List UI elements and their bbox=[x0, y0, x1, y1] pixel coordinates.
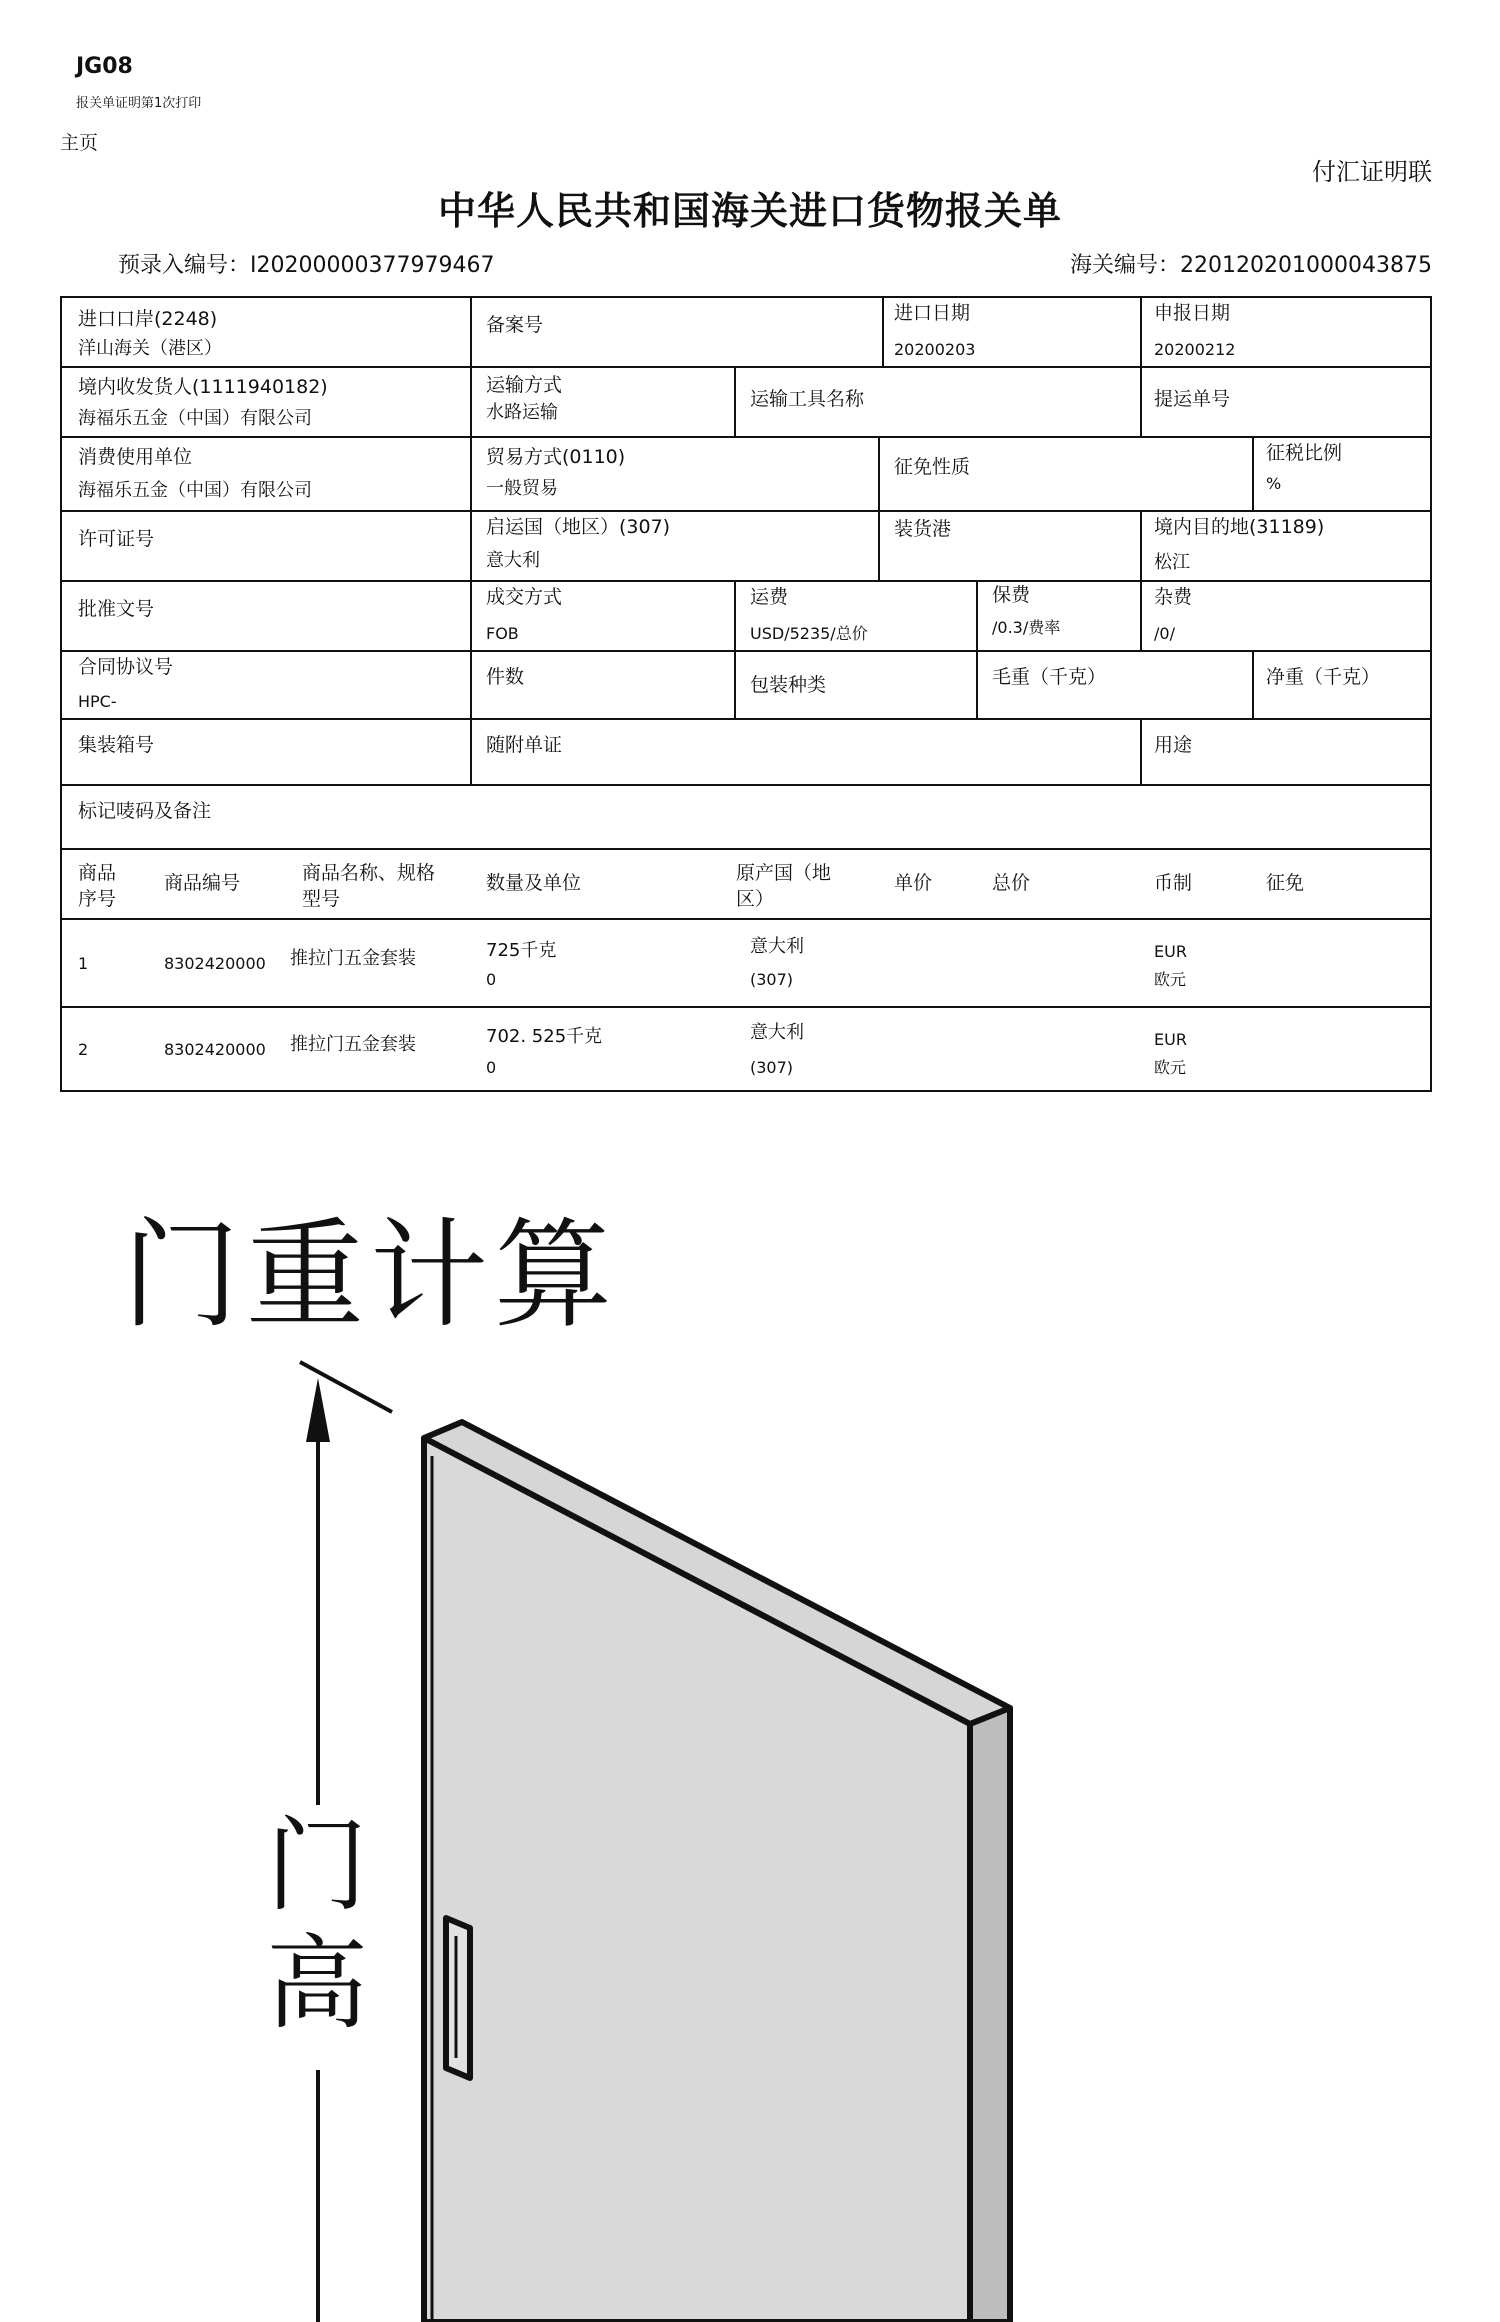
row-origin-code: (307) bbox=[750, 970, 794, 989]
consumer-value: 海福乐五金（中国）有限公司 bbox=[78, 480, 312, 501]
form-code: JG08 bbox=[76, 54, 133, 79]
row-name: 推拉门五金套装 bbox=[290, 948, 416, 969]
origin-country-value: 意大利 bbox=[486, 550, 540, 571]
consignee-value: 海福乐五金（中国）有限公司 bbox=[78, 408, 312, 429]
origin-country-label: 启运国（地区）(307) bbox=[486, 516, 671, 538]
trade-mode-label: 贸易方式(0110) bbox=[486, 446, 626, 468]
import-date-value: 20200203 bbox=[894, 340, 976, 359]
th-total-price: 总价 bbox=[992, 872, 1031, 894]
gross-weight-label: 毛重（千克） bbox=[992, 666, 1107, 688]
transport-mode-value: 水路运输 bbox=[486, 402, 558, 423]
tax-ratio-value: % bbox=[1266, 474, 1282, 493]
net-weight-label: 净重（千克） bbox=[1266, 666, 1381, 688]
import-port-value: 洋山海关（港区） bbox=[78, 338, 222, 359]
package-type-label: 包装种类 bbox=[750, 674, 827, 696]
pre-entry-number: 预录入编号：I20200000377979467 bbox=[118, 253, 495, 278]
declare-date-label: 申报日期 bbox=[1154, 302, 1231, 324]
row-qty2: 0 bbox=[486, 1058, 497, 1077]
deal-mode-label: 成交方式 bbox=[486, 586, 563, 608]
row-currency: EUR bbox=[1154, 942, 1187, 961]
insurance-value: /0.3/费率 bbox=[992, 618, 1061, 637]
trade-mode-value: 一般贸易 bbox=[486, 478, 558, 499]
row-origin-code: (307) bbox=[750, 1058, 794, 1077]
import-port-label: 进口口岸(2248) bbox=[78, 308, 218, 330]
row-qty2: 0 bbox=[486, 970, 497, 989]
misc-fee-label: 杂费 bbox=[1154, 586, 1193, 608]
freight-label: 运费 bbox=[750, 586, 789, 608]
th-name: 商品名称、规格 型号 bbox=[302, 862, 436, 910]
door-height-label: 门高 bbox=[266, 1807, 368, 2044]
row-currency: EUR bbox=[1154, 1030, 1187, 1049]
loading-port-label: 装货港 bbox=[894, 518, 952, 540]
destination-label: 境内目的地(31189) bbox=[1154, 516, 1325, 538]
usage-label: 用途 bbox=[1154, 734, 1193, 756]
row-seq: 1 bbox=[78, 954, 89, 973]
marks-label: 标记唛码及备注 bbox=[78, 800, 212, 822]
th-code: 商品编号 bbox=[164, 872, 241, 894]
approval-label: 批准文号 bbox=[78, 598, 155, 620]
arrow-up-icon bbox=[306, 1378, 330, 1442]
import-date-label: 进口日期 bbox=[894, 302, 971, 324]
packages-label: 件数 bbox=[486, 666, 525, 688]
consignee-label: 境内收发货人(1111940182) bbox=[78, 376, 328, 398]
contract-label: 合同协议号 bbox=[78, 656, 174, 678]
door-handle bbox=[446, 1918, 470, 2078]
row-origin: 意大利 bbox=[750, 936, 804, 957]
th-exemption: 征免 bbox=[1266, 872, 1305, 894]
insurance-label: 保费 bbox=[992, 584, 1031, 606]
th-qty: 数量及单位 bbox=[486, 872, 582, 894]
door-weight-title: 门重计算 bbox=[122, 1206, 619, 1344]
declaration-form bbox=[60, 296, 1432, 1092]
deal-mode-value: FOB bbox=[486, 624, 519, 643]
row-seq: 2 bbox=[78, 1040, 89, 1059]
page-title: 中华人民共和国海关进口货物报关单 bbox=[437, 189, 1062, 233]
home-link[interactable]: 主页 bbox=[60, 132, 99, 154]
freight-value: USD/5235/总价 bbox=[750, 624, 868, 643]
tax-ratio-label: 征税比例 bbox=[1266, 442, 1343, 464]
record-no-label: 备案号 bbox=[486, 314, 544, 336]
consumer-label: 消费使用单位 bbox=[78, 446, 193, 468]
license-label: 许可证号 bbox=[78, 528, 155, 550]
transport-mode-label: 运输方式 bbox=[486, 374, 563, 396]
th-origin: 原产国（地 区） bbox=[736, 862, 832, 910]
row-qty: 725千克 bbox=[486, 940, 557, 961]
vessel-name-label: 运输工具名称 bbox=[750, 388, 865, 410]
row-code: 8302420000 bbox=[164, 954, 266, 973]
copy-label: 付汇证明联 bbox=[1312, 158, 1432, 186]
contract-value: HPC- bbox=[78, 692, 117, 711]
misc-fee-value: /0/ bbox=[1154, 624, 1175, 643]
th-unit-price: 单价 bbox=[894, 872, 933, 894]
th-seq: 商品 序号 bbox=[78, 862, 117, 910]
row-qty: 702. 525千克 bbox=[486, 1026, 603, 1047]
th-currency: 币制 bbox=[1154, 872, 1193, 894]
exemption-label: 征免性质 bbox=[894, 456, 971, 478]
destination-value: 松江 bbox=[1154, 552, 1190, 573]
row-name: 推拉门五金套装 bbox=[290, 1034, 416, 1055]
documents-label: 随附单证 bbox=[486, 734, 563, 756]
row-currency-name: 欧元 bbox=[1154, 1058, 1187, 1077]
row-code: 8302420000 bbox=[164, 1040, 266, 1059]
row-currency-name: 欧元 bbox=[1154, 970, 1187, 989]
customs-number: 海关编号：220120201000043875 bbox=[1070, 253, 1432, 278]
door-side-edge bbox=[970, 1708, 1010, 2322]
row-origin: 意大利 bbox=[750, 1022, 804, 1043]
declare-date-value: 20200212 bbox=[1154, 340, 1236, 359]
print-note: 报关单证明第1次打印 bbox=[76, 96, 202, 111]
door-diagram bbox=[0, 1330, 1500, 2322]
bill-no-label: 提运单号 bbox=[1154, 388, 1231, 410]
container-label: 集装箱号 bbox=[78, 734, 155, 756]
